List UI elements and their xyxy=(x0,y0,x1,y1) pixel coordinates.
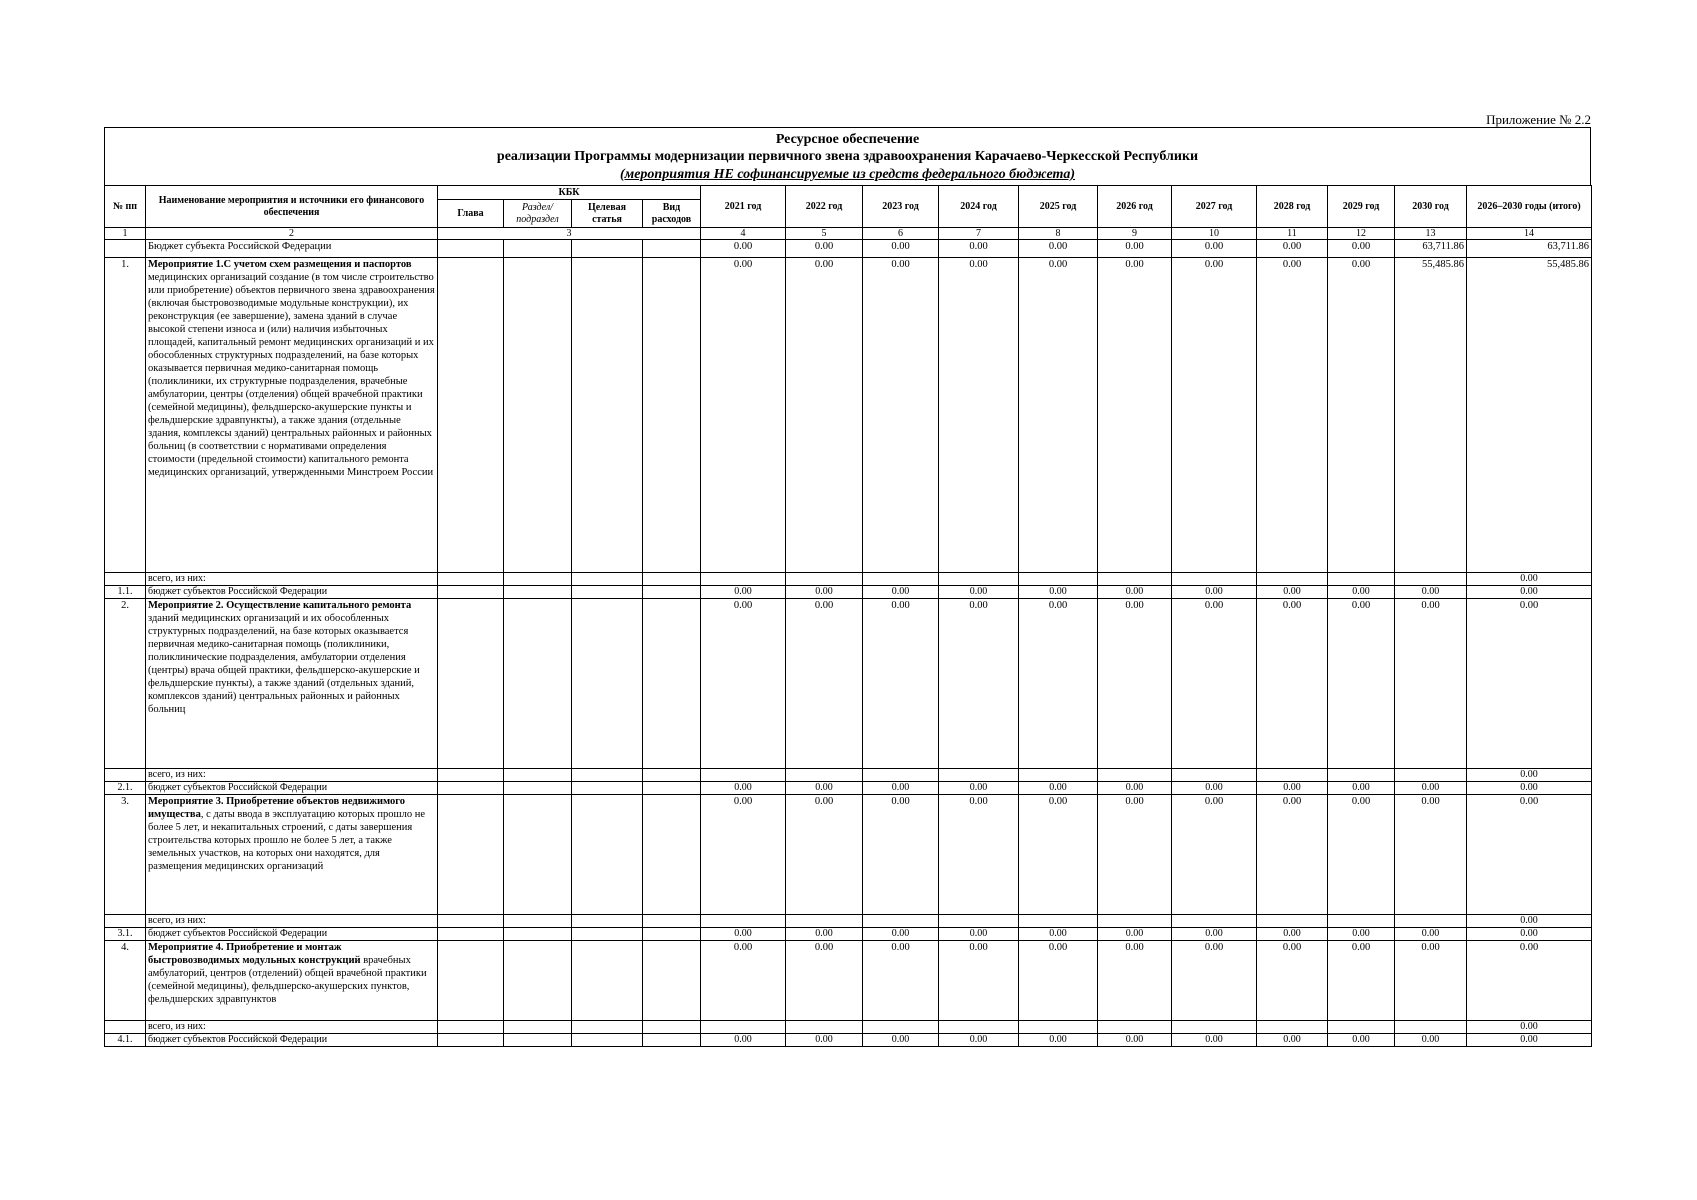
empty-value xyxy=(1098,573,1172,586)
measure-value: 0.00 xyxy=(863,941,939,1021)
empty-value xyxy=(701,915,786,928)
total-row-num xyxy=(105,573,146,586)
empty-value xyxy=(1019,573,1098,586)
kbk-cell xyxy=(438,941,504,1021)
header-year-2026: 2026 год xyxy=(1098,186,1172,228)
col-number: 11 xyxy=(1257,228,1328,240)
empty-value xyxy=(1257,1021,1328,1034)
col-number: 4 xyxy=(701,228,786,240)
total-row-num xyxy=(105,240,146,258)
measure-name xyxy=(146,258,438,573)
total-value-2023: 0.00 xyxy=(863,240,939,258)
measure-value: 0.00 xyxy=(1395,941,1467,1021)
sub-label: бюджет субъектов Российской Федерации xyxy=(146,928,438,941)
sub-value: 0.00 xyxy=(1467,586,1592,599)
total-value-2028: 0.00 xyxy=(1257,240,1328,258)
sub-value: 0.00 xyxy=(1328,586,1395,599)
col-number: 1 xyxy=(105,228,146,240)
measure-title-rest: медицинских организаций создание (в том числе строительство или приобретение) объектов первичного звена здравоохранения (включая быстровозводимые модульные конструкции), их реконструкция (ее завершение), замена зданий в случае высокой степени износа и (или) наличия избыточных площадей, капитальный ремонт медицинских организаций и их обособленных структурных подразделений, на базе которых оказывается первичная медико-санитарная помощь (поликлиники, их структурные подразделения, врачебные амбулатории, центры (отделения) общей врачебной практики (семейной медицины), фельдшерско-акушерские пункты и фельдшерские здравпункты), а также здания (отдельные здания, комплексы зданий) центральных районных и районных больниц (в соответствии с нормативами определения стоимости (предельной стоимости) капитального ремонта медицинских организаций, утвержденными Минстроем России xyxy=(148,272,435,478)
kbk-cell xyxy=(572,915,643,928)
empty-value xyxy=(701,1021,786,1034)
measure-num: 1. xyxy=(105,258,146,573)
sub-value: 0.00 xyxy=(1257,928,1328,941)
measure-row xyxy=(105,599,1592,769)
col-number: 7 xyxy=(939,228,1019,240)
col-number: 6 xyxy=(863,228,939,240)
sub-num: 3.1. xyxy=(105,928,146,941)
header-year-2023: 2023 год xyxy=(863,186,939,228)
measure-value: 0.00 xyxy=(1019,795,1098,915)
kbk-cell xyxy=(643,915,701,928)
empty-value xyxy=(939,915,1019,928)
total-row-num xyxy=(105,1021,146,1034)
empty-value xyxy=(863,1021,939,1034)
kbk-cell xyxy=(643,769,701,782)
measure-title-bold: Мероприятие 4. Приобретение и монтаж быстровозводимых модульных конструкций xyxy=(148,942,361,966)
sub-label: бюджет субъектов Российской Федерации xyxy=(146,1034,438,1047)
sub-value: 0.00 xyxy=(1172,928,1257,941)
measure-value: 0.00 xyxy=(1172,795,1257,915)
measure-value: 0.00 xyxy=(1098,941,1172,1021)
empty-value xyxy=(1172,769,1257,782)
kbk-cell xyxy=(572,769,643,782)
kbk-cell xyxy=(438,795,504,915)
measure-title-bold: Мероприятие 2. Осуществление капитального ремонта xyxy=(148,600,412,611)
measure-total-row xyxy=(105,573,1592,586)
resource-table xyxy=(104,185,1592,1047)
kbk-cell xyxy=(504,769,572,782)
measure-value: 0.00 xyxy=(1328,258,1395,573)
sub-value: 0.00 xyxy=(1098,928,1172,941)
measure-value: 0.00 xyxy=(939,258,1019,573)
total-row-num xyxy=(105,769,146,782)
kbk-cell xyxy=(572,782,643,795)
measure-value: 0.00 xyxy=(1098,599,1172,769)
empty-value xyxy=(863,915,939,928)
empty-value xyxy=(1395,915,1467,928)
measure-value: 0.00 xyxy=(1019,599,1098,769)
measure-sub-row xyxy=(105,586,1592,599)
header-year-2021: 2021 год xyxy=(701,186,786,228)
kbk-cell xyxy=(504,782,572,795)
vsego-total: 0.00 xyxy=(1467,573,1592,586)
sub-value: 0.00 xyxy=(701,1034,786,1047)
sub-value: 0.00 xyxy=(863,586,939,599)
measure-row xyxy=(105,795,1592,915)
kbk-cell xyxy=(572,240,643,258)
empty-value xyxy=(939,1021,1019,1034)
total-value-2026-2030: 63,711.86 xyxy=(1467,240,1592,258)
col-number: 9 xyxy=(1098,228,1172,240)
kbk-cell xyxy=(643,1034,701,1047)
header-year-2030: 2030 год xyxy=(1395,186,1467,228)
kbk-cell xyxy=(504,915,572,928)
vsego-total: 0.00 xyxy=(1467,915,1592,928)
sub-value: 0.00 xyxy=(1172,1034,1257,1047)
sub-value: 0.00 xyxy=(1395,928,1467,941)
measure-value: 0.00 xyxy=(1019,941,1098,1021)
col-number: 3 xyxy=(438,228,701,240)
measure-total-row xyxy=(105,1021,1592,1034)
empty-value xyxy=(1395,769,1467,782)
vsego-label: всего, из них: xyxy=(146,915,438,928)
empty-value xyxy=(1328,915,1395,928)
kbk-cell xyxy=(438,573,504,586)
measure-value: 0.00 xyxy=(1098,795,1172,915)
kbk-cell xyxy=(438,1021,504,1034)
measure-value: 0.00 xyxy=(786,795,863,915)
kbk-cell xyxy=(504,573,572,586)
empty-value xyxy=(1257,915,1328,928)
empty-value xyxy=(1019,769,1098,782)
total-row-label: Бюджет субъекта Российской Федерации xyxy=(146,240,438,258)
kbk-cell xyxy=(504,928,572,941)
measure-value: 0.00 xyxy=(863,258,939,573)
measure-num: 2. xyxy=(105,599,146,769)
measure-value: 0.00 xyxy=(863,795,939,915)
sub-value: 0.00 xyxy=(1098,1034,1172,1047)
sub-value: 0.00 xyxy=(1467,782,1592,795)
header-year-2025: 2025 год xyxy=(1019,186,1098,228)
sub-value: 0.00 xyxy=(1395,586,1467,599)
total-value-2027: 0.00 xyxy=(1172,240,1257,258)
kbk-cell xyxy=(438,586,504,599)
empty-value xyxy=(786,915,863,928)
measure-value: 0.00 xyxy=(1467,795,1592,915)
kbk-cell xyxy=(438,928,504,941)
vsego-label: всего, из них: xyxy=(146,1021,438,1034)
empty-value xyxy=(1098,769,1172,782)
header-year-2027: 2027 год xyxy=(1172,186,1257,228)
kbk-cell xyxy=(438,915,504,928)
empty-value xyxy=(1257,769,1328,782)
sub-value: 0.00 xyxy=(1328,1034,1395,1047)
sub-value: 0.00 xyxy=(786,1034,863,1047)
kbk-cell xyxy=(504,586,572,599)
sub-value: 0.00 xyxy=(939,1034,1019,1047)
header-name: Наименование мероприятия и источники его финансового обеспечения xyxy=(146,186,438,228)
col-number: 2 xyxy=(146,228,438,240)
measure-value: 0.00 xyxy=(786,599,863,769)
empty-value xyxy=(1172,915,1257,928)
measure-num: 3. xyxy=(105,795,146,915)
measure-value: 0.00 xyxy=(1257,795,1328,915)
measure-value: 0.00 xyxy=(1172,941,1257,1021)
kbk-cell xyxy=(572,928,643,941)
col-number: 13 xyxy=(1395,228,1467,240)
kbk-cell xyxy=(504,240,572,258)
kbk-cell xyxy=(572,599,643,769)
header-years-total: 2026–2030 годы (итого) xyxy=(1467,186,1592,228)
empty-value xyxy=(1395,1021,1467,1034)
measure-sub-row xyxy=(105,782,1592,795)
kbk-cell xyxy=(504,795,572,915)
kbk-cell xyxy=(643,240,701,258)
measure-name xyxy=(146,941,438,1021)
sub-value: 0.00 xyxy=(1019,782,1098,795)
sub-value: 0.00 xyxy=(1257,1034,1328,1047)
sub-value: 0.00 xyxy=(863,928,939,941)
empty-value xyxy=(1098,1021,1172,1034)
measure-value: 0.00 xyxy=(1172,258,1257,573)
kbk-cell xyxy=(504,1034,572,1047)
empty-value xyxy=(1328,1021,1395,1034)
kbk-cell xyxy=(572,1034,643,1047)
empty-value xyxy=(701,769,786,782)
sub-value: 0.00 xyxy=(1467,928,1592,941)
sub-label: бюджет субъектов Российской Федерации xyxy=(146,782,438,795)
kbk-cell xyxy=(438,258,504,573)
empty-value xyxy=(1172,573,1257,586)
kbk-cell xyxy=(438,240,504,258)
measure-name xyxy=(146,795,438,915)
empty-value xyxy=(1395,573,1467,586)
total-row-num xyxy=(105,915,146,928)
empty-value xyxy=(863,573,939,586)
appendix-label: Приложение № 2.2 xyxy=(1486,112,1591,127)
sub-value: 0.00 xyxy=(1467,1034,1592,1047)
header-year-2024: 2024 год xyxy=(939,186,1019,228)
col-number: 10 xyxy=(1172,228,1257,240)
resource-table-frame xyxy=(104,127,1591,1047)
kbk-cell xyxy=(572,573,643,586)
measure-value: 0.00 xyxy=(1328,941,1395,1021)
header-year-2028: 2028 год xyxy=(1257,186,1328,228)
sub-value: 0.00 xyxy=(1172,782,1257,795)
measure-row xyxy=(105,258,1592,573)
kbk-cell xyxy=(572,1021,643,1034)
measure-sub-row xyxy=(105,928,1592,941)
total-value-2026: 0.00 xyxy=(1098,240,1172,258)
empty-value xyxy=(863,769,939,782)
empty-value xyxy=(1019,915,1098,928)
measure-title-bold: Мероприятие 1.С учетом схем размещения и паспортов xyxy=(148,259,412,270)
sub-value: 0.00 xyxy=(939,928,1019,941)
measure-value: 0.00 xyxy=(1019,258,1098,573)
sub-value: 0.00 xyxy=(939,586,1019,599)
kbk-cell xyxy=(643,928,701,941)
measure-value: 0.00 xyxy=(1257,599,1328,769)
sub-value: 0.00 xyxy=(1019,928,1098,941)
kbk-cell xyxy=(643,941,701,1021)
table-title xyxy=(104,127,1591,185)
kbk-cell xyxy=(572,795,643,915)
kbk-cell xyxy=(572,586,643,599)
col-number: 5 xyxy=(786,228,863,240)
kbk-cell xyxy=(643,586,701,599)
vsego-total: 0.00 xyxy=(1467,1021,1592,1034)
empty-value xyxy=(1098,915,1172,928)
sub-value: 0.00 xyxy=(863,782,939,795)
empty-value xyxy=(786,1021,863,1034)
kbk-cell xyxy=(643,782,701,795)
vsego-label: всего, из них: xyxy=(146,573,438,586)
sub-value: 0.00 xyxy=(1019,586,1098,599)
kbk-cell xyxy=(438,769,504,782)
measure-value: 0.00 xyxy=(939,795,1019,915)
measure-value: 0.00 xyxy=(701,599,786,769)
sub-num: 2.1. xyxy=(105,782,146,795)
total-value-2030: 63,711.86 xyxy=(1395,240,1467,258)
measure-title-rest: зданий медицинских организаций и их обособленных структурных подразделений, на базе которых оказывается первичная медико-санитарная помощь (поликлиники, поликлинические подразделения, амбулатории отделения (центры) врача общей практики, фельдшерско-акушерские и фельдшерские пункты), а также зданий (отдельных зданий, комплексов зданий) центральных районных и районных больниц xyxy=(148,613,420,715)
kbk-cell xyxy=(572,941,643,1021)
measure-value: 0.00 xyxy=(701,941,786,1021)
col-number: 12 xyxy=(1328,228,1395,240)
kbk-cell xyxy=(643,573,701,586)
measure-value: 0.00 xyxy=(1395,599,1467,769)
measure-value: 0.00 xyxy=(786,941,863,1021)
measure-value: 0.00 xyxy=(1172,599,1257,769)
total-value-2022: 0.00 xyxy=(786,240,863,258)
measure-value: 0.00 xyxy=(701,258,786,573)
measure-sub-row xyxy=(105,1034,1592,1047)
header-kbk-razdel: Раздел/ подраздел xyxy=(504,200,572,228)
kbk-cell xyxy=(643,258,701,573)
measure-value: 0.00 xyxy=(701,795,786,915)
col-number: 14 xyxy=(1467,228,1592,240)
header-num: № пп xyxy=(105,186,146,228)
sub-value: 0.00 xyxy=(1019,1034,1098,1047)
kbk-cell xyxy=(572,258,643,573)
measure-title-bold: Мероприятие 3. Приобретение объектов недвижимого имущества xyxy=(148,796,406,820)
kbk-cell xyxy=(504,599,572,769)
empty-value xyxy=(701,573,786,586)
sub-num: 4.1. xyxy=(105,1034,146,1047)
header-year-2029: 2029 год xyxy=(1328,186,1395,228)
header-kbk-vid: Вид расходов xyxy=(643,200,701,228)
total-value-2024: 0.00 xyxy=(939,240,1019,258)
sub-value: 0.00 xyxy=(1172,586,1257,599)
header-kbk-glava: Глава xyxy=(438,200,504,228)
measure-value: 0.00 xyxy=(939,599,1019,769)
title-line-2: реализации Программы модернизации первичного звена здравоохранения Карачаево-Черкесской Республики xyxy=(496,149,1199,164)
sub-label: бюджет субъектов Российской Федерации xyxy=(146,586,438,599)
kbk-cell xyxy=(504,258,572,573)
sub-value: 0.00 xyxy=(939,782,1019,795)
empty-value xyxy=(786,769,863,782)
empty-value xyxy=(1257,573,1328,586)
title-line-3: (мероприятия НЕ софинансируемые из средств федерального бюджета) xyxy=(619,167,1076,182)
measure-value: 0.00 xyxy=(1257,941,1328,1021)
sub-value: 0.00 xyxy=(786,586,863,599)
kbk-cell xyxy=(643,795,701,915)
sub-value: 0.00 xyxy=(1395,1034,1467,1047)
header-kbk: КБК xyxy=(438,186,701,200)
total-value-2025: 0.00 xyxy=(1019,240,1098,258)
measure-value: 0.00 xyxy=(1328,599,1395,769)
sub-value: 0.00 xyxy=(1328,782,1395,795)
empty-value xyxy=(786,573,863,586)
total-value-2021: 0.00 xyxy=(701,240,786,258)
sub-value: 0.00 xyxy=(1098,782,1172,795)
measure-value: 0.00 xyxy=(939,941,1019,1021)
sub-value: 0.00 xyxy=(786,782,863,795)
measure-value: 0.00 xyxy=(1467,941,1592,1021)
empty-value xyxy=(1172,1021,1257,1034)
measure-value: 0.00 xyxy=(1395,795,1467,915)
empty-value xyxy=(1019,1021,1098,1034)
header-kbk-celevaya: Целевая статья xyxy=(572,200,643,228)
sub-value: 0.00 xyxy=(1098,586,1172,599)
title-line-1: Ресурсное обеспечение xyxy=(775,132,920,147)
sub-value: 0.00 xyxy=(863,1034,939,1047)
sub-value: 0.00 xyxy=(1257,782,1328,795)
measure-value: 55,485.86 xyxy=(1395,258,1467,573)
kbk-cell xyxy=(504,941,572,1021)
empty-value xyxy=(1328,573,1395,586)
measure-title-rest: врачебных амбулаторий, центров (отделений) общей врачебной практики (семейной медицины), фельдшерско-акушерских пунктов, фельдшерских здравпунктов xyxy=(148,955,427,1005)
measure-total-row xyxy=(105,769,1592,782)
sub-value: 0.00 xyxy=(1395,782,1467,795)
vsego-label: всего, из них: xyxy=(146,769,438,782)
measure-value: 55,485.86 xyxy=(1467,258,1592,573)
col-number: 8 xyxy=(1019,228,1098,240)
kbk-cell xyxy=(643,599,701,769)
sub-value: 0.00 xyxy=(701,782,786,795)
kbk-cell xyxy=(438,782,504,795)
total-value-2029: 0.00 xyxy=(1328,240,1395,258)
measure-value: 0.00 xyxy=(1098,258,1172,573)
header-year-2022: 2022 год xyxy=(786,186,863,228)
sub-value: 0.00 xyxy=(786,928,863,941)
kbk-cell xyxy=(438,599,504,769)
sub-value: 0.00 xyxy=(1257,586,1328,599)
measure-value: 0.00 xyxy=(786,258,863,573)
measure-title-rest: , с даты ввода в эксплуатацию которых прошло не более 5 лет, и некапитальных строений, с даты завершения строительства которых прошло не более 5 лет, а также земельных участков, на которых они находятся, для размещения медицинских организаций xyxy=(148,809,425,872)
measure-value: 0.00 xyxy=(1257,258,1328,573)
kbk-cell xyxy=(438,1034,504,1047)
measure-total-row xyxy=(105,915,1592,928)
measure-row xyxy=(105,941,1592,1021)
sub-value: 0.00 xyxy=(701,928,786,941)
sub-num: 1.1. xyxy=(105,586,146,599)
vsego-total: 0.00 xyxy=(1467,769,1592,782)
measure-name xyxy=(146,599,438,769)
kbk-cell xyxy=(643,1021,701,1034)
measure-value: 0.00 xyxy=(1328,795,1395,915)
sub-value: 0.00 xyxy=(701,586,786,599)
measure-num: 4. xyxy=(105,941,146,1021)
empty-value xyxy=(939,769,1019,782)
measure-value: 0.00 xyxy=(1467,599,1592,769)
empty-value xyxy=(939,573,1019,586)
measure-value: 0.00 xyxy=(863,599,939,769)
kbk-cell xyxy=(504,1021,572,1034)
empty-value xyxy=(1328,769,1395,782)
sub-value: 0.00 xyxy=(1328,928,1395,941)
